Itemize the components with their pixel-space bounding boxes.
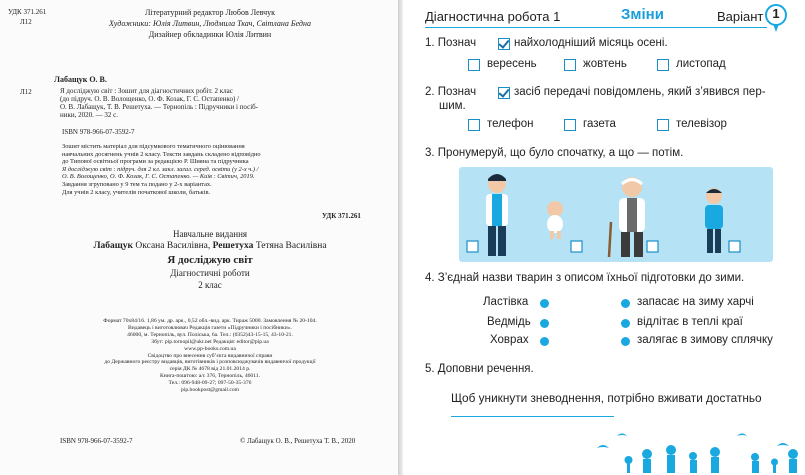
imprint-line: серія ДК № 4678 від 21.01.2014 р. <box>169 366 251 373</box>
connector-dot[interactable] <box>540 337 549 346</box>
artists-line: Художники: Юлія Литвин, Людмила Ткач, Світлана Бедна <box>109 19 311 28</box>
q2-prefix: 2. Познач <box>425 86 477 98</box>
author-surname-2: Решетуха <box>212 241 254 251</box>
q5-text: 5. Доповни речення. <box>425 363 534 375</box>
animal-label: Ведмідь <box>487 316 531 328</box>
udk-top: УДК 371.261 <box>8 8 47 16</box>
editor-line: Літературний редактор Любов Левчук <box>144 8 276 17</box>
cover-designer-line: Дизайнер обкладинки Юлія Литвин <box>148 30 272 39</box>
imprint-block <box>34 318 386 394</box>
code-top: Л12 <box>20 18 32 26</box>
imprint-line: www.pp-books.com.ua <box>184 345 236 352</box>
imprint-line: Книга-поштою: а/с 376, Тернопіль, 46011. <box>160 373 260 380</box>
variant-badge <box>765 4 787 34</box>
imprint-line: Свідоцтво про внесення суб’єкта видавничої справи <box>147 352 273 359</box>
q2-option-label: телефон <box>487 118 534 130</box>
biblio-line: (до підруч. О. В. Волощенко, О. Ф. Козак, Г. С. Остапенко) / <box>60 95 240 103</box>
book-title: Я досліджую світ <box>167 254 253 266</box>
header-variant: Варіант <box>717 9 764 24</box>
q1-option-checkbox[interactable] <box>657 59 669 71</box>
animal-label: Ластівка <box>483 296 529 308</box>
imprint-line: Видавець і виготовлювач Редакція газети «Підручники і посібники». <box>128 324 292 331</box>
annotation-line: Для учнів 2 класу, учителів початкової школи, батьків. <box>62 188 211 196</box>
biblio-line: О. В. Лабащук, Т. В. Решетуха. — Тернопіль : Підручники і посіб- <box>60 103 259 111</box>
biblio-line: Я досліджую світ : Зошит для діагностичних робіт. 2 клас <box>60 87 233 95</box>
imprint-line: Збут: pip.tornopil@ukr.net Редакція: editor@pip.ua <box>151 338 269 345</box>
people-illustration <box>459 167 773 262</box>
q5-answer-line[interactable] <box>451 416 614 417</box>
annotation <box>62 143 261 196</box>
q1-option-label: жовтень <box>583 58 627 70</box>
authors-full <box>40 241 380 251</box>
imprint-line: Тел.: 096-948-09-27; 097-50-35-376 <box>168 380 252 387</box>
q2-option-label: газета <box>583 118 616 130</box>
imprint-line: Формат 70х84/16. 1,86 ум. др. арк., 0,52 обл.-вид. арк. Тираж 5000. Замовлення № 20-104. <box>103 318 317 324</box>
edu-publication: Навчальне видання <box>172 229 248 239</box>
connector-dot[interactable] <box>621 299 630 308</box>
isbn-mid: ISBN 978-966-07-3592-7 <box>62 128 135 136</box>
annotation-line: Завдання згруповано у 9 тем та подано у 2-х варіантах. <box>62 180 212 188</box>
description-label: залягає в зимову сплячку <box>637 334 773 346</box>
annotation-line: Зошит містить матеріал для підсумкового тематичного оцінювання <box>62 143 245 150</box>
q1-prefix: 1. Познач <box>425 37 477 49</box>
author-surname-1: Лабащук <box>93 241 134 251</box>
isbn-bottom: ISBN 978-966-07-3592-7 <box>60 437 133 445</box>
animal-label: Ховрах <box>490 334 529 346</box>
q1-option-label: вересень <box>487 58 537 70</box>
header-topic: Зміни <box>621 6 664 23</box>
q1-option-checkbox[interactable] <box>564 59 576 71</box>
q3-text: 3. Пронумеруй, що було спочатку, а що — потім. <box>425 147 684 159</box>
q2-line1: засіб передачі повідомлень, який з’явився пер- <box>514 86 766 98</box>
imprint-line: до Державного реєстру видавців, виготівників і розповсюджувачів видавничої продукції <box>104 359 316 366</box>
connector-dot[interactable] <box>540 299 549 308</box>
biblio-line: ники, 2020. — 32 с. <box>60 111 118 119</box>
check-icon <box>498 38 510 50</box>
q2-option-checkbox[interactable] <box>657 119 669 131</box>
header-underline <box>425 27 767 28</box>
annotation-line: навчальних досягнень учнів 2 класу. Тексти завдань складено відповідно <box>62 150 261 158</box>
right-page-worksheet <box>403 0 805 475</box>
annotation-line: О. В. Волощенко, О. Ф. Козак, Г. С. Остапенко. — Київ : Світич, 2019. <box>62 173 255 181</box>
udk-mid: УДК 371.261 <box>322 212 361 220</box>
copyright: © Лабащук О. В., Решетуха Т. В., 2020 <box>240 437 356 445</box>
q1-option-label: листопад <box>676 58 726 70</box>
header-label: Діагностична робота 1 <box>425 9 561 24</box>
book-grade: 2 клас <box>198 280 222 290</box>
description-label: відлітає в теплі краї <box>637 316 743 328</box>
birds-children-decoration <box>587 424 805 475</box>
annotation-line: Я досліджую світ : підруч. для 2 кл. закл. загал. серед. освіти (у 2-х ч.) / <box>62 165 259 173</box>
imprint-line: pip.bookpost@gmail.com <box>181 387 239 394</box>
connector-dot[interactable] <box>540 319 549 328</box>
code-side: Л12 <box>20 88 32 96</box>
q2-option-label: телевізор <box>676 118 727 130</box>
q5-sentence: Щоб уникнути зневоднення, потрібно вживати достатньо <box>451 391 762 405</box>
q2-option-checkbox[interactable] <box>564 119 576 131</box>
left-page-imprint <box>0 0 398 475</box>
bibliographic-record <box>60 87 258 119</box>
description-label: запасає на зиму харчі <box>637 296 754 308</box>
connector-dot[interactable] <box>621 319 630 328</box>
imprint-line: 46000, м. Тернопіль, вул. Поліська, 6а. Тел.: (0352)43-15-15, 43-10-21. <box>127 331 293 338</box>
author-name-1: Оксана Василівна, <box>133 241 213 251</box>
book-subtitle: Діагностичні роботи <box>170 268 250 278</box>
author-heading: Лабащук О. В. <box>54 75 107 84</box>
q1-text: найхолодніший місяць осені. <box>514 37 668 49</box>
q2-option-checkbox[interactable] <box>468 119 480 131</box>
q2-line2: шим. <box>439 100 466 112</box>
variant-number: 1 <box>772 6 780 21</box>
annotation-line: до Типової освітньої програми за редакцією Р. Шияна та підручника <box>62 158 249 166</box>
q1-option-checkbox[interactable] <box>468 59 480 71</box>
q4-text: 4. З’єднай назви тварин з описом їхньої підготовки до зими. <box>425 272 745 284</box>
check-icon <box>498 87 510 99</box>
connector-dot[interactable] <box>621 337 630 346</box>
author-name-2: Тетяна Василівна <box>253 241 327 251</box>
